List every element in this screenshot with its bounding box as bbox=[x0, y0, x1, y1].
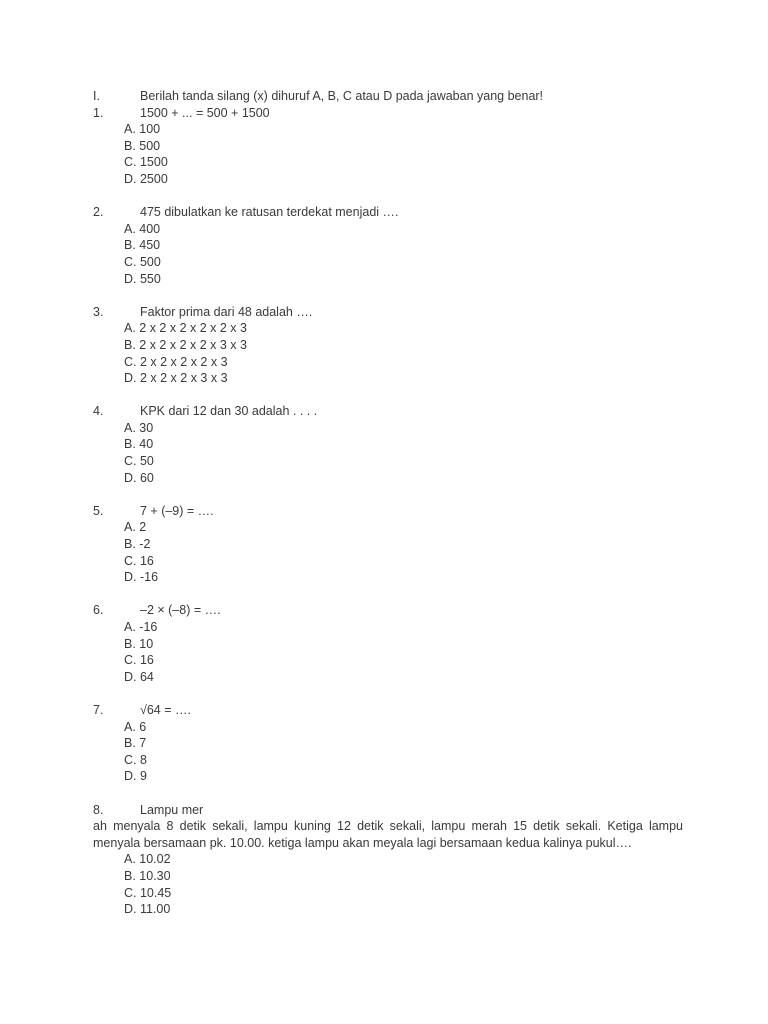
option: C. 500 bbox=[124, 254, 161, 269]
option: C. 10.45 bbox=[124, 885, 172, 900]
option: A. 100 bbox=[124, 122, 161, 137]
question-number: 7. bbox=[93, 702, 104, 717]
question-4 bbox=[93, 403, 683, 420]
option: D. 2 x 2 x 2 x 3 x 3 bbox=[124, 371, 228, 386]
option: A. 10.02 bbox=[124, 852, 171, 867]
spacer bbox=[93, 188, 683, 205]
question-2 bbox=[93, 204, 683, 221]
question-number: 6. bbox=[93, 603, 104, 618]
question-number: 8. bbox=[93, 802, 104, 817]
question-number: 2. bbox=[93, 205, 104, 220]
instruction-number: I. bbox=[93, 89, 100, 103]
spacer bbox=[93, 486, 683, 503]
option: C. 2 x 2 x 2 x 2 x 3 bbox=[124, 354, 228, 369]
question-1 bbox=[93, 105, 683, 122]
option: B. 40 bbox=[124, 437, 154, 452]
option: D. 550 bbox=[124, 271, 161, 286]
option: C. 50 bbox=[124, 454, 154, 469]
spacer bbox=[93, 287, 683, 304]
question-text: 1500 + ... = 500 + 1500 bbox=[140, 105, 270, 120]
spacer bbox=[93, 685, 683, 702]
spacer bbox=[93, 586, 683, 603]
spacer bbox=[93, 387, 683, 404]
option: D. 60 bbox=[124, 470, 154, 485]
option: C. 16 bbox=[124, 653, 154, 668]
question-8-continuation: ah menyala 8 detik sekali, lampu kuning 12 detik sekali, lampu merah 15 detik sekali. Ketiga lampu menyala bersamaan pk. 10.00. ketiga lampu akan meyala lagi bersamaan kedua kalinya pukul…. bbox=[93, 819, 683, 850]
option: B. 10.30 bbox=[124, 868, 171, 883]
option: A. 2 x 2 x 2 x 2 x 2 x 3 bbox=[124, 321, 247, 336]
option: B. 2 x 2 x 2 x 2 x 3 x 3 bbox=[124, 337, 247, 352]
instruction-text: Berilah tanda silang (x) dihuruf A, B, C atau D pada jawaban yang benar! bbox=[140, 89, 544, 103]
option: C. 8 bbox=[124, 752, 147, 767]
question-3 bbox=[93, 304, 683, 321]
option: A. 2 bbox=[124, 520, 147, 535]
question-6 bbox=[93, 602, 683, 619]
option: B. 450 bbox=[124, 238, 161, 253]
question-7 bbox=[93, 702, 683, 719]
option: D. 64 bbox=[124, 669, 154, 684]
question-number: 5. bbox=[93, 503, 104, 518]
question-text: 7 + (–9) = …. bbox=[140, 503, 214, 518]
option: B. -2 bbox=[124, 537, 151, 552]
option: D. 9 bbox=[124, 769, 147, 784]
question-number: 1. bbox=[93, 105, 104, 120]
option: D. -16 bbox=[124, 570, 159, 585]
option: D. 2500 bbox=[124, 171, 168, 186]
question-text: KPK dari 12 dan 30 adalah . . . . bbox=[140, 404, 318, 419]
question-5 bbox=[93, 503, 683, 520]
option: A. -16 bbox=[124, 620, 158, 634]
question-text: Lampu mer bbox=[140, 802, 204, 817]
question-text: Faktor prima dari 48 adalah …. bbox=[140, 304, 313, 319]
instruction-line bbox=[93, 88, 683, 105]
option: A. 6 bbox=[124, 719, 147, 734]
option: C. 16 bbox=[124, 553, 154, 568]
option: B. 10 bbox=[124, 636, 154, 651]
option: C. 1500 bbox=[124, 155, 168, 170]
question-text: 475 dibulatkan ke ratusan terdekat menjadi …. bbox=[140, 205, 399, 220]
worksheet bbox=[93, 88, 683, 918]
option: A. 30 bbox=[124, 420, 154, 435]
question-text: √64 = …. bbox=[140, 702, 191, 717]
option: B. 7 bbox=[124, 736, 147, 751]
question-number: 3. bbox=[93, 304, 104, 319]
question-text: –2 × (–8) = …. bbox=[140, 603, 221, 618]
option: B. 500 bbox=[124, 138, 161, 153]
option: A. 400 bbox=[124, 221, 161, 236]
question-number: 4. bbox=[93, 404, 104, 419]
option: D. 11.00 bbox=[124, 902, 171, 917]
spacer bbox=[93, 785, 683, 802]
question-8 bbox=[93, 802, 683, 819]
